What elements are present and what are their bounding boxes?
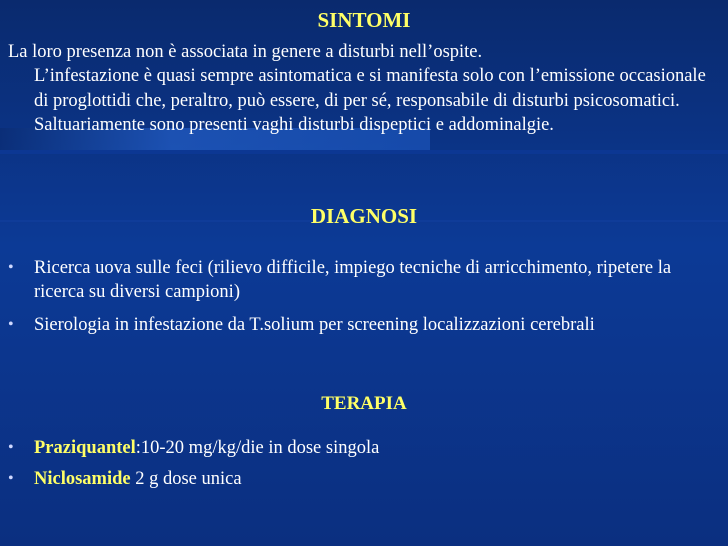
bullet-icon: • — [8, 439, 14, 456]
terapia-heading: TERAPIA — [321, 393, 407, 414]
drug-name: Niclosamide — [34, 469, 131, 490]
diagnosi-item-text: Sierologia in infestazione da T.solium per screening localizzazioni cerebrali — [34, 314, 595, 335]
diagnosi-heading: DIAGNOSI — [310, 204, 418, 228]
list-item — [8, 313, 720, 337]
list-item — [8, 256, 720, 305]
drug-dose: :10-20 mg/kg/die in dose singola — [135, 438, 380, 458]
sintomi-first-line: La loro presenza non è associata in genere a disturbi nell’ospite. — [8, 42, 483, 62]
list-item — [8, 467, 720, 491]
bullet-icon: • — [8, 470, 14, 488]
drug-name: Praziquantel — [34, 438, 136, 458]
sintomi-heading: SINTOMI — [317, 8, 411, 32]
bullet-icon: • — [8, 259, 14, 276]
sintomi-body: L’infestazione è quasi sempre asintomatica e si manifesta solo con l’emissione occasionale di proglottidi che, peraltro, può essere, di per sé, responsabile di disturbi psicosomatici. Saltuariamente sono presenti vaghi disturbi dispeptici e addominalgie. — [34, 66, 706, 136]
diagnosi-item-text: Ricerca uova sulle feci (rilievo difficile, impiego tecniche di arricchimento, ripetere la ricerca su diversi campioni) — [34, 258, 672, 303]
bullet-icon: • — [8, 315, 14, 333]
diagnosi-list — [8, 256, 720, 345]
drug-dose: 2 g dose unica — [130, 469, 242, 490]
list-item — [8, 436, 720, 460]
sintomi-paragraph — [8, 40, 720, 138]
terapia-list — [8, 436, 720, 499]
